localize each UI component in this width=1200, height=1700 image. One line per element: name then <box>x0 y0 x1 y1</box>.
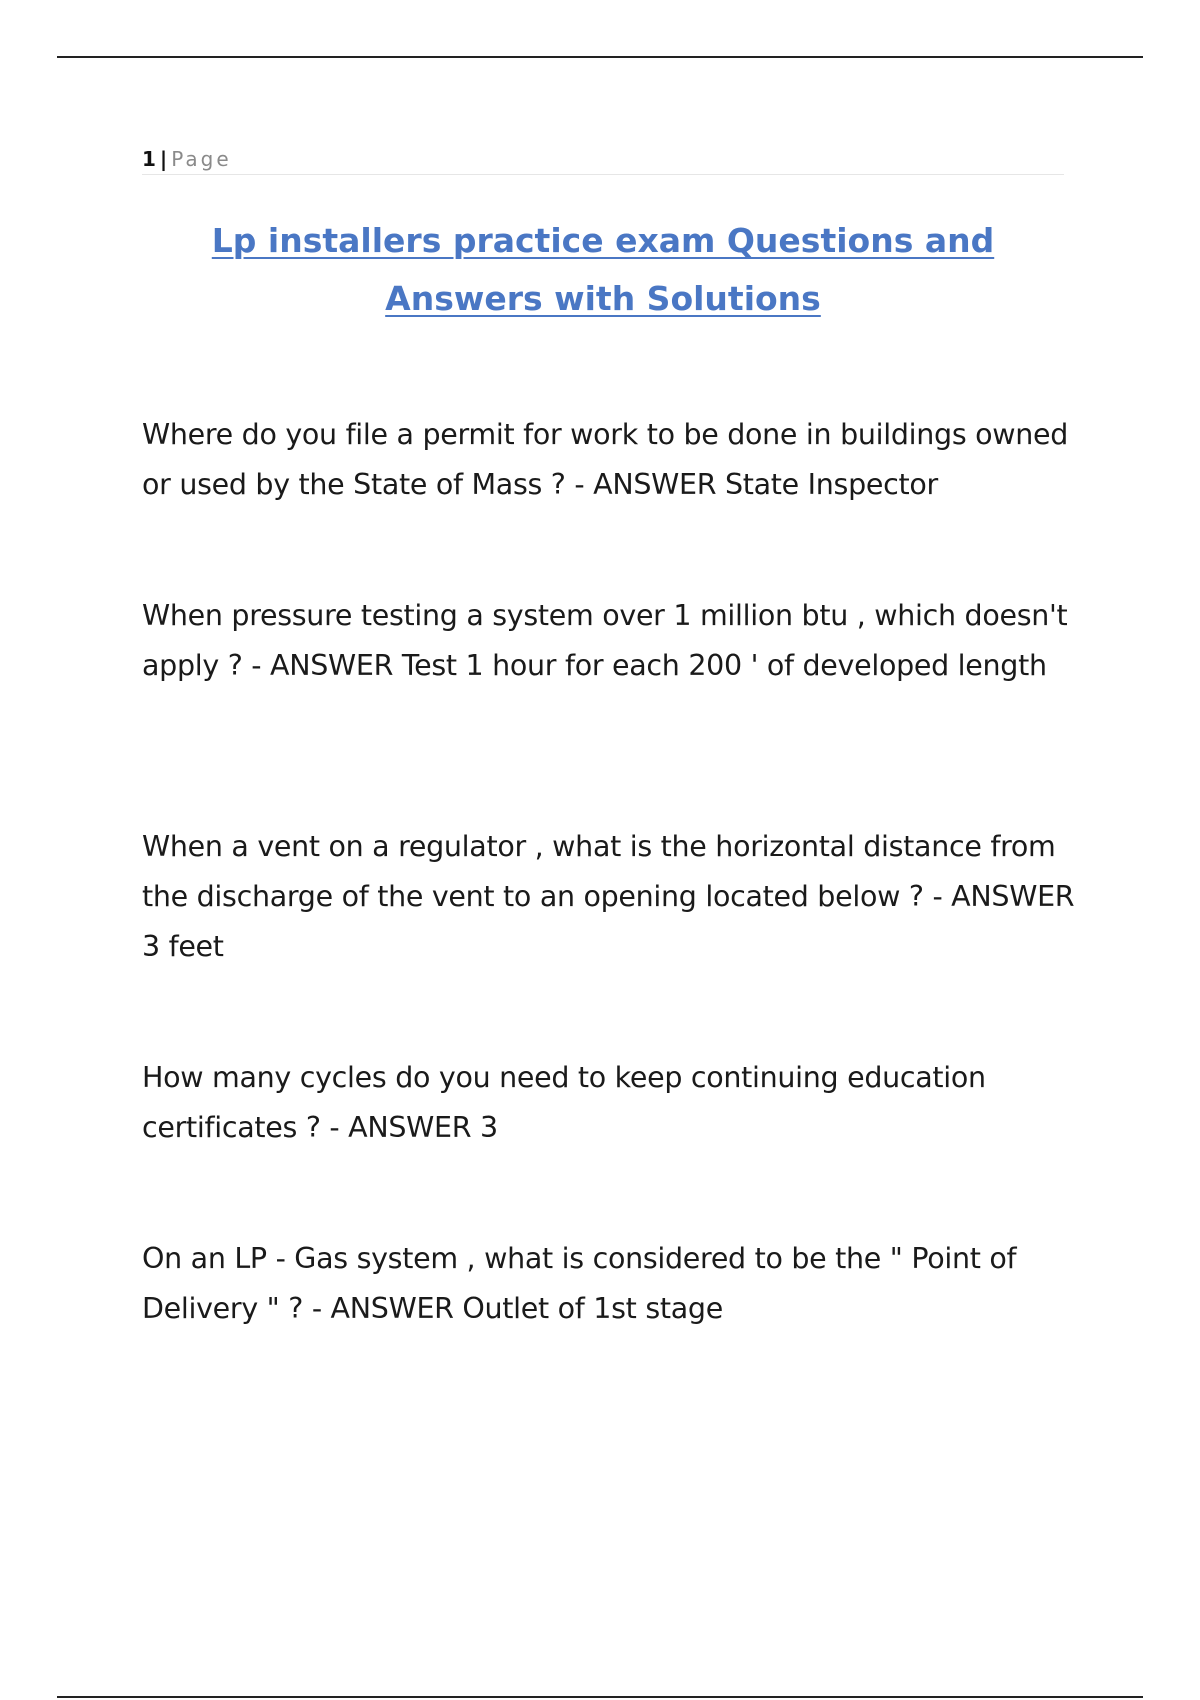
qa-item: How many cycles do you need to keep continuing education certificates ? - ANSWER 3 <box>142 1061 986 1144</box>
page-label: Page <box>171 147 232 171</box>
page-header <box>142 146 1064 175</box>
page-separator: | <box>159 147 168 171</box>
qa-item: Where do you file a permit for work to be done in buildings owned or used by the State of Mass ? - ANSWER State Inspector <box>142 418 1069 501</box>
page-number: 1 <box>142 147 156 171</box>
qa-item: When pressure testing a system over 1 million btu , which doesn't apply ? - ANSWER Test 1 hour for each 200 ' of developed length <box>142 599 1068 682</box>
bottom-page-rule <box>57 1696 1143 1698</box>
qa-item: On an LP - Gas system , what is considered to be the " Point of Delivery " ? - ANSWER Outlet of 1st stage <box>142 1242 1017 1325</box>
document-title: Lp installers practice exam Questions and Answers with Solutions <box>211 221 995 318</box>
top-page-rule <box>57 56 1143 58</box>
qa-item: When a vent on a regulator , what is the horizontal distance from the discharge of the vent to an opening located below ? - ANSWER 3 feet <box>142 830 1075 963</box>
